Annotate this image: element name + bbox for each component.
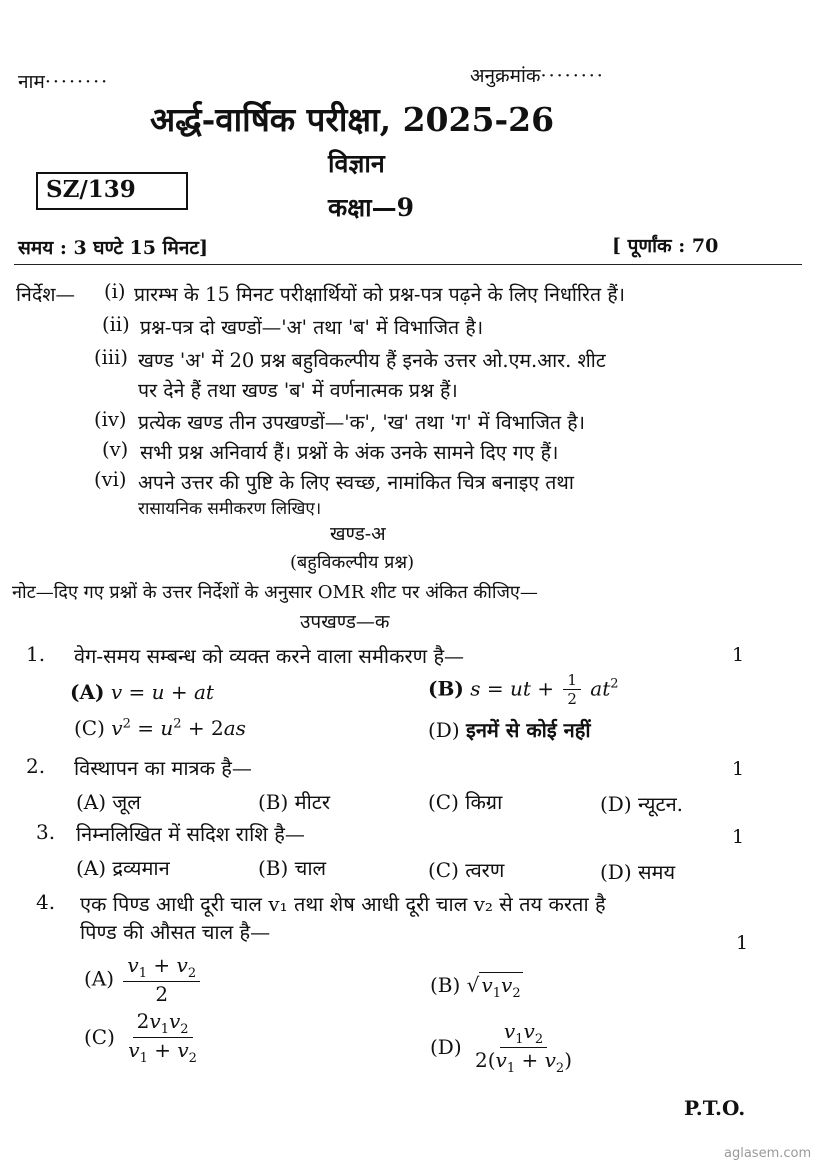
question-4-marks: 1	[736, 932, 749, 954]
question-1-marks: 1	[732, 644, 745, 666]
instructions-label: निर्देश—	[16, 283, 75, 306]
question-2-text: विस्थापन का मात्रक है—	[74, 756, 252, 780]
subsection-title: उपखण्ड—क	[300, 611, 390, 633]
question-1-option-b: (B) s = ut + $\frac{1}{2}$ $at^2$	[428, 671, 619, 708]
question-2-option-a: (A) जूल	[76, 790, 141, 814]
question-1-option-c: (C) $v^2 = u^2 + 2as$	[74, 716, 246, 740]
roll-number-field: अनुक्रमांक········	[470, 65, 605, 87]
max-marks: [ पूर्णांक : 70	[612, 235, 719, 257]
question-3-text: निम्नलिखित में सदिश राशि है—	[76, 822, 305, 846]
question-1-option-d: (D) इनमें से कोई नहीं	[428, 718, 591, 742]
question-4-text: एक पिण्ड आधी दूरी चाल v₁ तथा शेष आधी दूरी चाल v₂ से तय करता है	[80, 892, 606, 916]
instruction-text-6-cont: रासायनिक समीकरण लिखिए।	[138, 499, 322, 519]
question-4-option-b: (B) √ $v_1v_2$	[430, 973, 521, 1001]
section-title: खण्ड-अ	[330, 523, 386, 545]
question-2-marks: 1	[732, 758, 745, 780]
class-title: कक्षा—9	[328, 193, 414, 222]
instruction-num-5: (v)	[102, 438, 129, 461]
question-2-option-c: (C) किग्रा	[428, 790, 503, 814]
watermark: aglasem.com	[724, 1146, 812, 1161]
question-1-option-a: (A) v = u + at	[70, 680, 214, 704]
question-4-option-a: (A) $\frac{v_1 + v_2}{2}$	[84, 954, 203, 1006]
instruction-num-3: (iii)	[94, 346, 128, 369]
subject-title: विज्ञान	[328, 149, 385, 178]
section-subtitle: (बहुविकल्पीय प्रश्न)	[290, 552, 415, 573]
paper-code: SZ/139	[46, 176, 136, 203]
instruction-text-2: प्रश्न-पत्र दो खण्डों—'अ' तथा 'ब' में विभाजित है।	[140, 316, 484, 339]
instruction-num-4: (iv)	[94, 408, 127, 431]
question-2-option-d: (D) न्यूटन.	[600, 792, 684, 816]
instruction-text-6: अपने उत्तर की पुष्टि के लिए स्वच्छ, नामांकित चित्र बनाइए तथा	[138, 471, 574, 494]
instruction-text-3-cont: पर देने हैं तथा खण्ड 'ब' में वर्णनात्मक प्रश्न हैं।	[138, 379, 458, 402]
question-3-option-a: (A) द्रव्यमान	[76, 856, 170, 880]
section-note: नोट—दिए गए प्रश्नों के उत्तर निर्देशों के अनुसार OMR शीट पर अंकित कीजिए—	[12, 582, 538, 603]
question-3-option-b: (B) चाल	[258, 856, 327, 880]
question-1-text: वेग-समय सम्बन्ध को व्यक्त करने वाला समीकरण है—	[74, 644, 465, 668]
question-2-option-b: (B) मीटर	[258, 790, 331, 814]
question-4-option-c: (C) $\frac{2v_1v_2}{v_1 + v_2}$	[84, 1009, 197, 1067]
instruction-text-3: खण्ड 'अ' में 20 प्रश्न बहुविकल्पीय हैं इनके उत्तर ओ.एम.आर. शीट	[138, 349, 606, 372]
question-4-number: 4.	[36, 890, 56, 914]
question-3-marks: 1	[732, 826, 745, 848]
pto-label: P.T.O.	[684, 1096, 746, 1120]
instruction-text-5: सभी प्रश्न अनिवार्य हैं। प्रश्नों के अंक उनके सामने दिए गए हैं।	[140, 441, 559, 464]
question-4-option-d: (D) $\frac{v_1v_2}{2(v_1 + v_2)}$	[430, 1019, 573, 1077]
question-3-option-c: (C) त्वरण	[428, 858, 505, 882]
question-2-number: 2.	[26, 754, 46, 778]
question-4-text-cont: पिण्ड की औसत चाल है—	[80, 920, 271, 944]
question-3-option-d: (D) समय	[600, 860, 676, 884]
instruction-num-6: (vi)	[94, 468, 127, 491]
exam-title: अर्द्ध-वार्षिक परीक्षा, 2025-26	[150, 100, 555, 139]
question-1-number: 1.	[26, 642, 46, 666]
instruction-num-1: (i)	[104, 280, 126, 303]
name-field: नाम········	[18, 71, 110, 93]
instruction-num-2: (ii)	[102, 313, 130, 336]
time-allowed: समय : 3 घण्टे 15 मिनट]	[18, 237, 208, 259]
name-label: नाम	[18, 71, 45, 93]
header-divider	[14, 264, 802, 265]
instruction-text-1: प्रारम्भ के 15 मिनट परीक्षार्थियों को प्रश्न-पत्र पढ़ने के लिए निर्धारित हैं।	[134, 283, 626, 306]
question-3-number: 3.	[36, 820, 56, 844]
instruction-text-4: प्रत्येक खण्ड तीन उपखण्डों—'क', 'ख' तथा 'ग' में विभाजित है।	[138, 411, 586, 434]
roll-number-label: अनुक्रमांक	[470, 65, 541, 87]
